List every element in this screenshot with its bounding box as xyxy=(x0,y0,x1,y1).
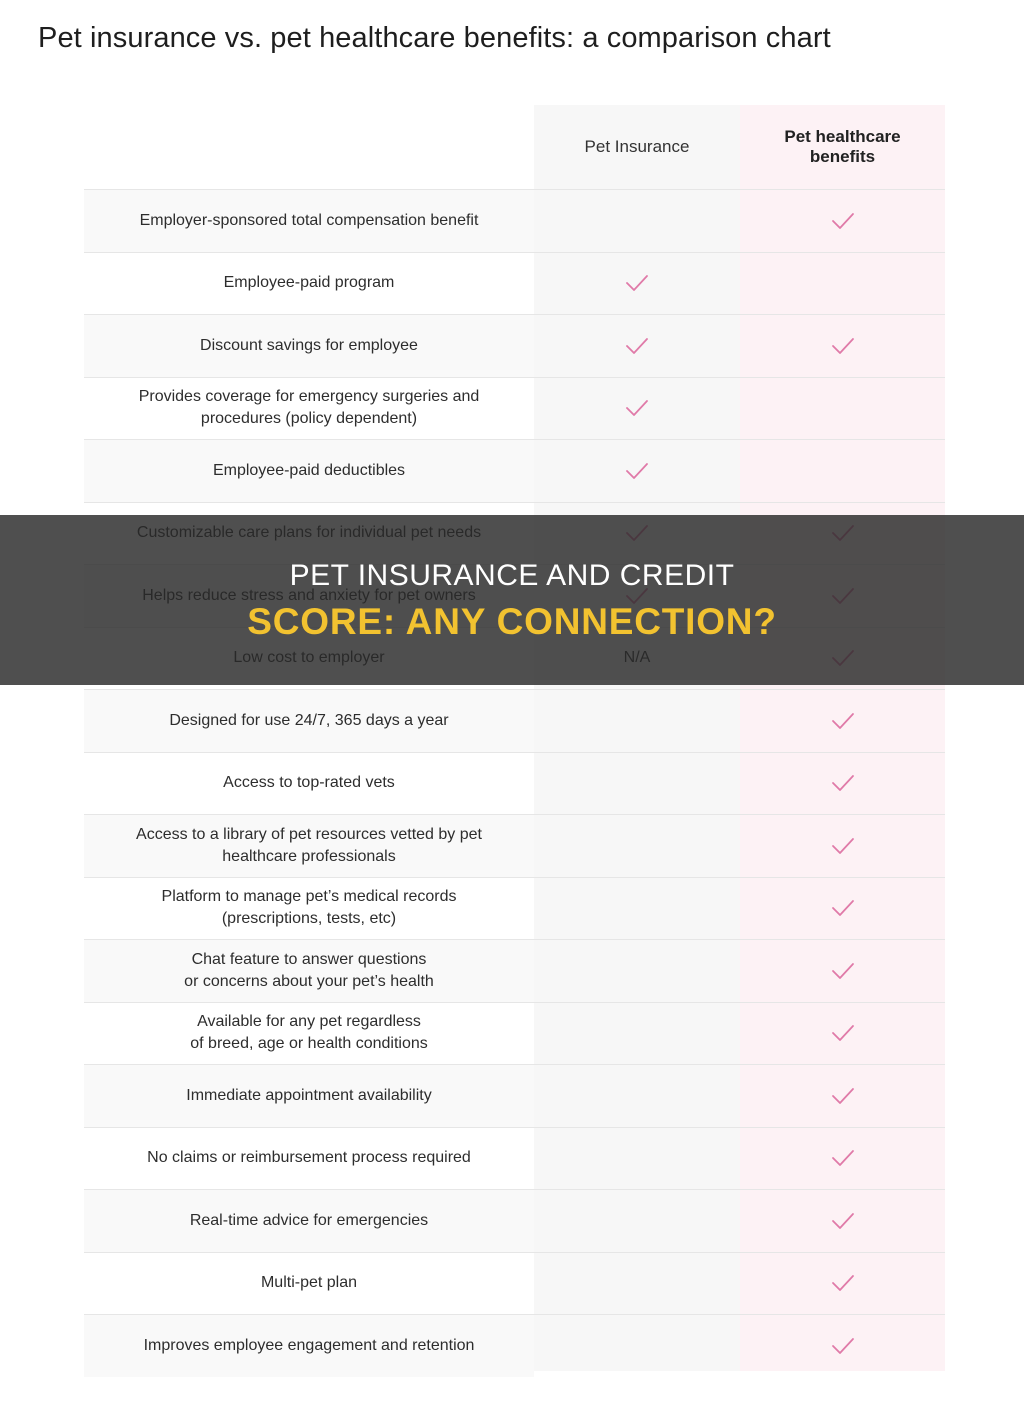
pet-insurance-cell xyxy=(534,1253,740,1315)
pet-healthcare-benefits-cell xyxy=(740,1315,945,1377)
table-row xyxy=(84,439,945,502)
checkmark-icon xyxy=(831,837,855,855)
pet-healthcare-benefits-cell xyxy=(740,815,945,877)
column-header-pet-insurance: Pet Insurance xyxy=(584,137,690,156)
table-row xyxy=(84,189,945,252)
feature-label: Improves employee engagement and retention xyxy=(84,1315,534,1377)
table-row xyxy=(84,377,945,440)
pet-healthcare-benefits-cell xyxy=(740,440,945,502)
checkmark-icon xyxy=(831,1212,855,1230)
feature-label: Employer-sponsored total compensation benefit xyxy=(84,190,534,252)
pet-healthcare-benefits-cell xyxy=(740,1003,945,1065)
table-row xyxy=(84,1189,945,1252)
pet-insurance-cell xyxy=(534,1128,740,1190)
pet-insurance-cell xyxy=(534,753,740,815)
pet-insurance-cell xyxy=(534,1190,740,1252)
title-overlay-banner xyxy=(0,515,1024,685)
table-body xyxy=(84,189,945,1377)
overlay-headline-line-2: SCORE: ANY CONNECTION? xyxy=(247,601,777,642)
pet-healthcare-benefits-cell xyxy=(740,1065,945,1127)
checkmark-icon xyxy=(625,274,649,292)
table-row xyxy=(84,1002,945,1065)
feature-label: Employee-paid deductibles xyxy=(84,440,534,502)
pet-insurance-cell xyxy=(534,378,740,440)
pet-insurance-cell xyxy=(534,190,740,252)
checkmark-icon xyxy=(625,337,649,355)
pet-healthcare-benefits-cell xyxy=(740,1253,945,1315)
table-row xyxy=(84,1252,945,1315)
checkmark-icon xyxy=(831,1087,855,1105)
checkmark-icon xyxy=(831,1024,855,1042)
overlay-headline-line-1: PET INSURANCE AND CREDIT xyxy=(289,559,735,592)
feature-label: Access to a library of pet resources vetted by pet healthcare professionals xyxy=(84,815,534,877)
pet-insurance-cell xyxy=(534,940,740,1002)
pet-insurance-cell xyxy=(534,1315,740,1377)
checkmark-icon xyxy=(831,899,855,917)
column-header-pet-healthcare-benefits: Pet healthcare benefits xyxy=(784,127,901,166)
pet-healthcare-benefits-cell xyxy=(740,1128,945,1190)
checkmark-icon xyxy=(831,1274,855,1292)
pet-healthcare-benefits-cell xyxy=(740,378,945,440)
pet-insurance-cell xyxy=(534,690,740,752)
table-row xyxy=(84,1064,945,1127)
checkmark-icon xyxy=(831,1337,855,1355)
feature-label: Discount savings for employee xyxy=(84,315,534,377)
feature-label: Provides coverage for emergency surgeries and procedures (policy dependent) xyxy=(138,388,480,428)
checkmark-icon xyxy=(625,462,649,480)
pet-insurance-cell xyxy=(534,1065,740,1127)
pet-healthcare-benefits-cell xyxy=(740,690,945,752)
pet-healthcare-benefits-cell xyxy=(740,315,945,377)
pet-insurance-cell xyxy=(534,253,740,315)
table-row xyxy=(84,689,945,752)
checkmark-icon xyxy=(831,774,855,792)
feature-label: Available for any pet regardless of breed, age or health conditions xyxy=(190,1013,428,1053)
table-row xyxy=(84,1127,945,1190)
checkmark-icon xyxy=(831,712,855,730)
feature-label: No claims or reimbursement process required xyxy=(147,1149,471,1167)
feature-label: Immediate appointment availability xyxy=(84,1065,534,1127)
feature-label: Multi-pet plan xyxy=(260,1274,358,1292)
comparison-table xyxy=(84,105,945,1371)
checkmark-icon xyxy=(831,337,855,355)
table-row xyxy=(84,1314,945,1377)
feature-label: Access to top-rated vets xyxy=(223,774,395,792)
feature-label: Employee-paid program xyxy=(223,274,395,292)
pet-insurance-cell xyxy=(534,1003,740,1065)
table-row xyxy=(84,752,945,815)
pet-healthcare-benefits-cell xyxy=(740,1190,945,1252)
table-row xyxy=(84,252,945,315)
pet-healthcare-benefits-cell xyxy=(740,253,945,315)
checkmark-icon xyxy=(831,962,855,980)
table-row xyxy=(84,314,945,377)
table-row xyxy=(84,939,945,1002)
feature-label: Designed for use 24/7, 365 days a year xyxy=(84,690,534,752)
feature-label: Chat feature to answer questions or concerns about your pet’s health xyxy=(84,940,534,1002)
pet-healthcare-benefits-cell xyxy=(740,753,945,815)
pet-insurance-cell xyxy=(534,440,740,502)
pet-insurance-cell xyxy=(534,315,740,377)
pet-healthcare-benefits-cell xyxy=(740,940,945,1002)
checkmark-icon xyxy=(625,399,649,417)
feature-label: Platform to manage pet’s medical records (prescriptions, tests, etc) xyxy=(161,888,457,928)
table-row xyxy=(84,877,945,940)
pet-insurance-cell xyxy=(534,815,740,877)
feature-label: Real-time advice for emergencies xyxy=(84,1190,534,1252)
pet-insurance-cell xyxy=(534,878,740,940)
checkmark-icon xyxy=(831,212,855,230)
table-row xyxy=(84,814,945,877)
pet-healthcare-benefits-cell xyxy=(740,878,945,940)
checkmark-icon xyxy=(831,1149,855,1167)
page-title: Pet insurance vs. pet healthcare benefits: a comparison chart xyxy=(38,22,831,54)
pet-healthcare-benefits-cell xyxy=(740,190,945,252)
